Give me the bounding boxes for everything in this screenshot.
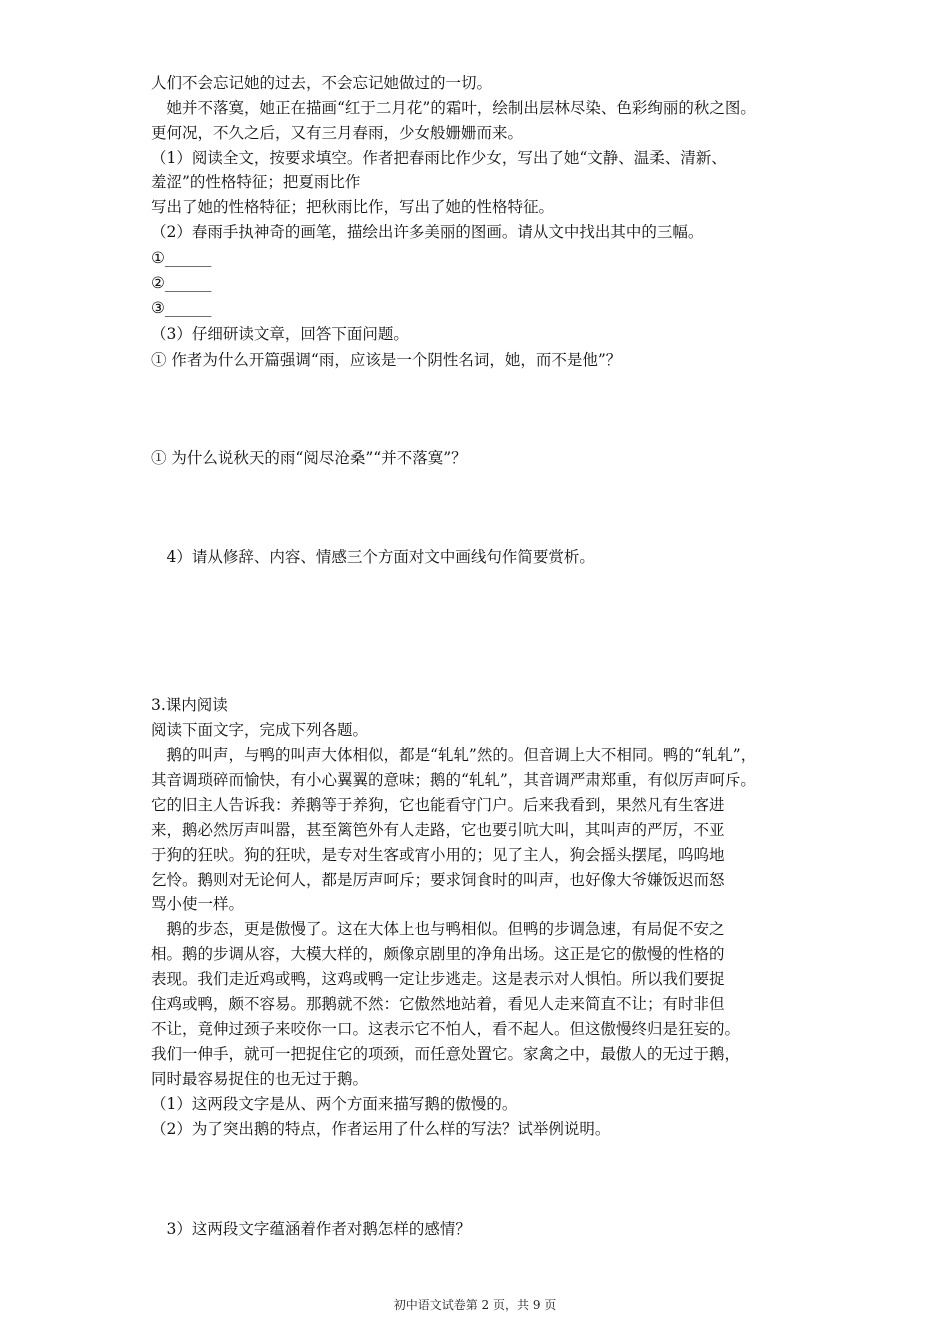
passage-line: 鹅的叫声，与鸭的叫声大体相似，都是“轧轧”然的。但音调上大不相同。鸭的“轧轧”， bbox=[151, 746, 757, 764]
passage-line: 相。鹅的步调从容，大模大样的，颇像京剧里的净角出场。这正是它的傲慢的性格的 bbox=[151, 945, 725, 963]
question-line: 3）这两段文字蕴涵着作者对鹅怎样的感情？ bbox=[151, 1220, 471, 1238]
text-line: 她并不落寞，她正在描画“红于二月花”的霜叶，绘制出层林尽染、色彩绚丽的秋之图。 bbox=[151, 99, 756, 117]
text-line: 人们不会忘记她的过去，不会忘记她做过的一切。 bbox=[151, 74, 493, 92]
section-instruction: 阅读下面文字，完成下列各题。 bbox=[151, 721, 369, 739]
passage-line: 其音调琐碎而愉快，有小心翼翼的意味；鹅的“轧轧”，其音调严肃郑重，有似厉声呵斥。 bbox=[151, 771, 756, 789]
passage-line: 我们一伸手，就可一把捉住它的项颈，而任意处置它。家禽之中，最傲人的无过于鹅， bbox=[151, 1045, 741, 1063]
question-3-line: （3）仔细研读文章，回答下面问题。 bbox=[151, 325, 409, 343]
passage-line: 乞怜。鹅则对无论何人，都是厉声呵斥；要求饲食时的叫声，也好像大爷嫌饭迟而怒 bbox=[151, 871, 725, 889]
question-1-line: （1）阅读全文，按要求填空。作者把春雨比作少女，写出了她“文静、温柔、清新、 bbox=[151, 149, 727, 167]
question-line: （2）为了突出鹅的特点，作者运用了什么样的写法？试举例说明。 bbox=[151, 1120, 611, 1138]
question-1-line: 写出了她的性格特征；把秋雨比作，写出了她的性格特征。 bbox=[151, 198, 555, 216]
answer-blank-2: ②______ bbox=[151, 274, 212, 292]
text-line: 更何况，不久之后，又有三月春雨，少女般姗姗而来。 bbox=[151, 124, 524, 142]
passage-line: 表现。我们走近鸡或鸭，这鸡或鸭一定让步逃走。这是表示对人惧怕。所以我们要捉 bbox=[151, 970, 725, 988]
passage-line: 来，鹅必然厉声叫嚣，甚至篱笆外有人走路，它也要引吭大叫，其叫声的严厉，不亚 bbox=[151, 821, 725, 839]
passage-line: 鹅的步态，更是傲慢了。这在大体上也与鸭相似。但鸭的步调急速，有局促不安之 bbox=[151, 920, 725, 938]
passage-line: 于狗的狂吠。狗的狂吠，是专对生客或宵小用的；见了主人，狗会摇头摆尾，呜呜地 bbox=[151, 846, 725, 864]
passage-line: 它的旧主人告诉我：养鹅等于养狗，它也能看守门户。后来我看到，果然凡有生客进 bbox=[151, 796, 725, 814]
passage-line: 同时最容易捉住的也无过于鹅。 bbox=[151, 1070, 369, 1088]
page-footer: 初中语文试卷第 2 页，共 9 页 bbox=[393, 1298, 557, 1312]
section-heading: 3.课内阅读 bbox=[151, 696, 228, 714]
passage-line: 骂小使一样。 bbox=[151, 895, 245, 913]
question-4-line: 4）请从修辞、内容、情感三个方面对文中画线句作简要赏析。 bbox=[151, 548, 595, 566]
question-2-line: （2）春雨手执神奇的画笔，描绘出许多美丽的图画。请从文中找出其中的三幅。 bbox=[151, 223, 704, 241]
passage-line: 住鸡或鸭，颇不容易。那鹅就不然：它傲然地站着，看见人走来简直不让；有时非但 bbox=[151, 995, 725, 1013]
question-3-sub-2: ① 为什么说秋天的雨“阅尽沧桑”“并不落寞”？ bbox=[151, 449, 467, 467]
question-line: （1）这两段文字是从、两个方面来描写鹅的傲慢的。 bbox=[151, 1095, 518, 1113]
answer-blank-1: ①______ bbox=[151, 249, 212, 267]
answer-blank-3: ③______ bbox=[151, 299, 212, 317]
question-1-line: 羞涩”的性格特征；把夏雨比作 bbox=[151, 173, 361, 191]
passage-line: 不让，竟伸过颈子来咬你一口。这表示它不怕人，看不起人。但这傲慢终归是狂妄的。 bbox=[151, 1020, 741, 1038]
question-3-sub-1: ① 作者为什么开篇强调“雨，应该是一个阴性名词，她，而不是他”？ bbox=[151, 351, 622, 369]
